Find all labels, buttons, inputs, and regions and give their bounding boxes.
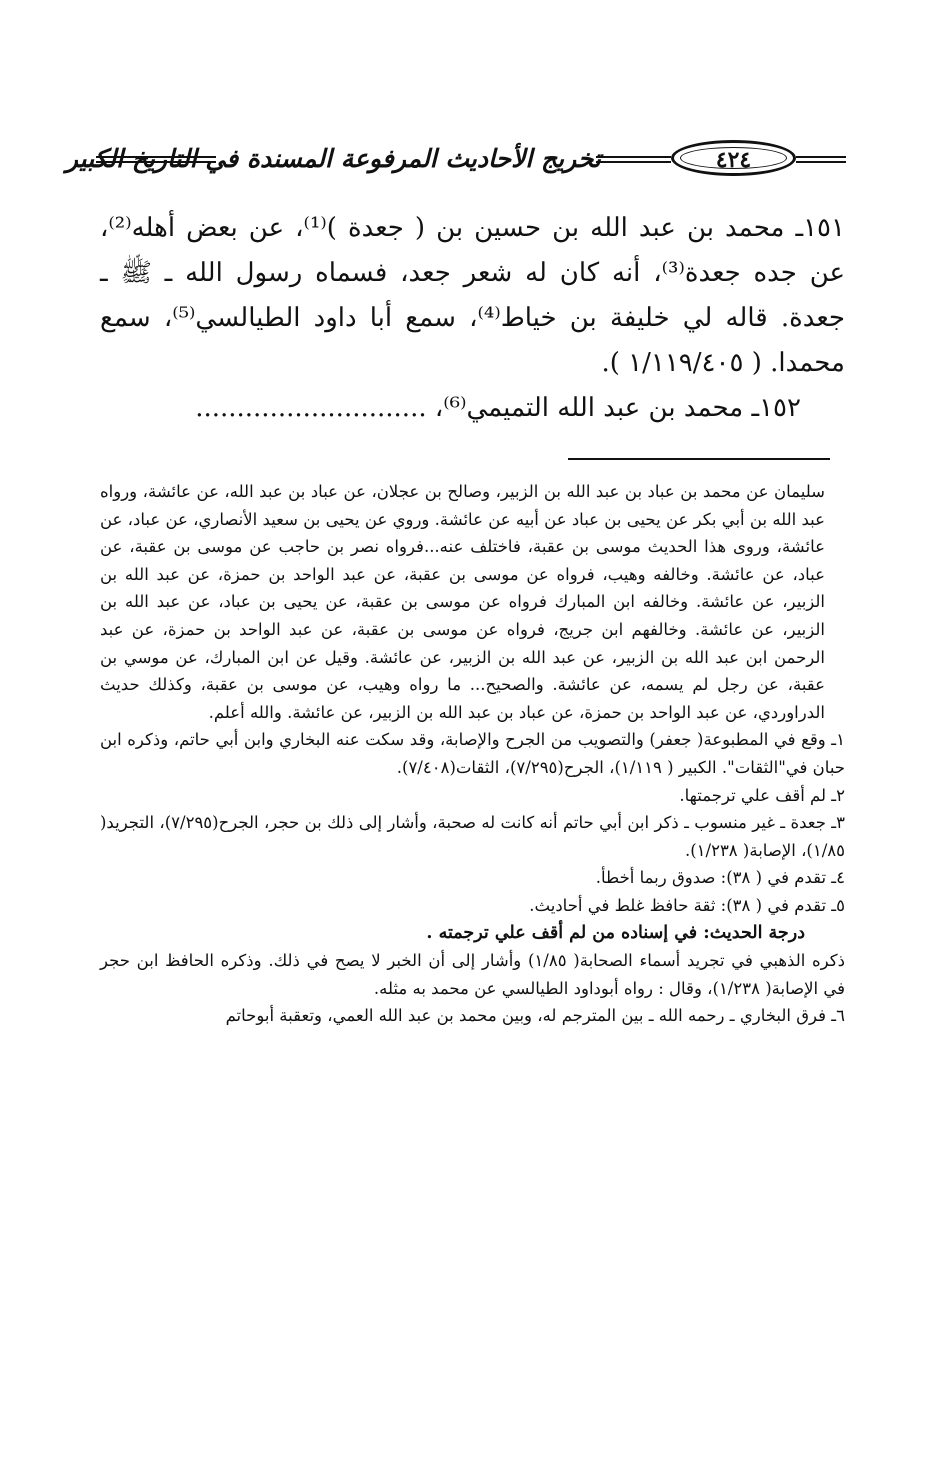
footnote-3: ٣ـ جعدة ـ غير منسوب ـ ذكر ابن أبي حاتم أنه كانت له صحبة، وأشار إلى ذلك بن حجر، الجرح(٧/٢٩٥)، التجريد( ١/٨٥)، الإصابة( ١/٢٣٨).	[100, 813, 845, 860]
entry-151: ١٥١ـ محمد بن عبد الله بن حسين بن ( جعدة )⁽¹⁾، عن بعض أهله⁽²⁾، عن جده جعدة⁽³⁾، أنه كان له شعر جعد، فسماه رسول الله ـ ﷺ ـ جعدة. قاله لي خليفة بن خياط⁽⁴⁾، سمع أبا داود الطيالسي⁽⁵⁾، سمع محمدا. ( ١/١١٩/٤٠٥ ).	[100, 213, 845, 378]
page-header	[65, 138, 846, 184]
book-title: تخريج الأحاديث المرفوعة المسندة في التاريخ الكبير	[65, 144, 601, 173]
hadith-grade-heading: درجة الحديث: في إسناده من لم أقف علي ترجمته .	[426, 922, 805, 943]
footnote-1: ١ـ وقع في المطبوعة( جعفر) والتصويب من الجرح والإصابة، وقد سكت عنه البخاري وابن أبي حاتم، وذكره ابن حبان في"الثقات". الكبير ( ١/١١٩)، الجرح(٧/٢٩٥)، الثقات(٧/٤٠٨).	[100, 730, 845, 777]
header-rule-right	[796, 156, 846, 163]
page-number-badge	[671, 140, 796, 176]
footnote-continuation: سليمان عن محمد بن عباد بن عبد الله بن الزبير، وصالح بن عجلان، عن عباد بن عبد الله، عن عائشة، ورواه عبد الله بن أبي بكر عن يحيى بن عباد عن أبيه عن عائشة. وروي عن يحيى بن سعيد الأنصاري، عن عباد، عن عائشة، وروى هذا الحديث موسى بن عقبة، فاختلف عنه...فرواه نصر بن حاجب عن موسى بن عقبة، عن عباد، عن عائشة. وخالفه وهيب، فرواه عن موسى بن عقبة، عن عبد الواحد بن حمزة، عن عبد الله بن الزبير، عن عائشة. وخالفه ابن المبارك فرواه عن موسى بن عقبة، عن يحيى بن عباد، عن عبد الله بن الزبير، عن عائشة. وخالفهم ابن جريج، فرواه عن موسى بن عقبة، عن عبد الواحد بن حمزة، عن عبد الرحمن ابن عبد الله بن الزبير، عن عبد الله بن الزبير، عن عائشة. وقيل عن ابن المبارك، عن موسي بن عقبة، عن رجل لم يسمه، عن عائشة. والصحيح... ما رواه وهيب، عن موسى بن عقبة، وكذلك حديث الدراوردي، عن عبد الواحد بن حمزة، عن عباد بن عبد الله بن الزبير، عن عائشة. والله أعلم.	[100, 482, 825, 722]
footnote-4: ٤ـ تقدم في ( ٣٨): صدوق ربما أخطأ.	[595, 868, 845, 888]
footnote-5: ٥ـ تقدم في ( ٣٨): ثقة حافظ غلط في أحاديث.	[529, 895, 845, 915]
main-text	[100, 206, 845, 431]
footnote-6: ٦ـ فرق البخاري ـ رحمه الله ـ بين المترجم له، وبين محمد بن عبد الله العمي، وتعقبة أبوحاتم	[225, 1006, 845, 1026]
footnotes	[100, 478, 845, 1030]
header-rule-mid	[596, 156, 671, 163]
page-number: ٤٢٤	[715, 147, 752, 173]
footnote-2: ٢ـ لم أقف علي ترجمتها.	[679, 785, 845, 805]
entry-152: ١٥٢ـ محمد بن عبد الله التميمي⁽⁶⁾، ............................	[195, 393, 801, 423]
footnote-divider	[568, 458, 830, 460]
hadith-grade-body: ذكره الذهبي في تجريد أسماء الصحابة( ١/٨٥) وأشار إلى أن الخبر لا يصح في ذلك. وذكره الحافظ ابن حجر في الإصابة( ١/٢٣٨)، وقال : رواه أبوداود الطيالسي عن محمد به مثله.	[100, 951, 845, 998]
